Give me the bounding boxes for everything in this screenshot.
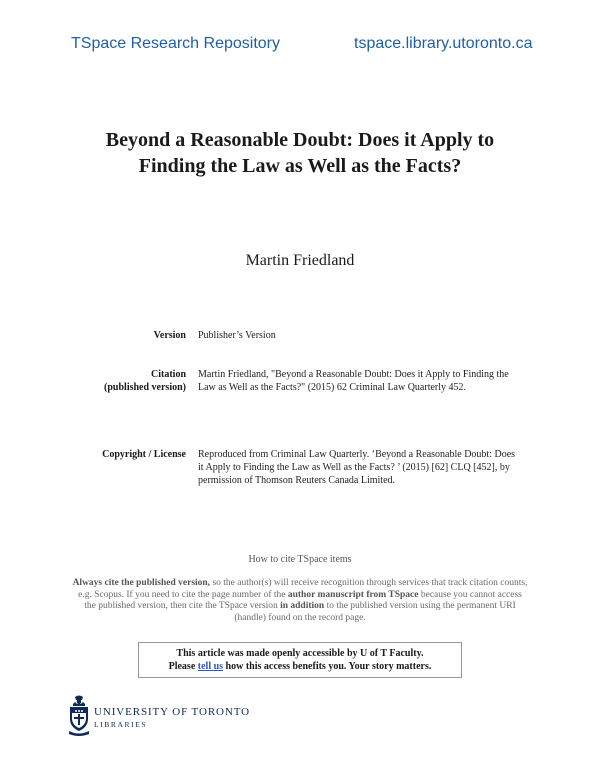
cite-bold-2: author manuscript from TSpace bbox=[287, 589, 419, 600]
title-line-1: Beyond a Reasonable Doubt: Does it Apply to bbox=[105, 129, 495, 151]
document-title bbox=[40, 127, 560, 179]
author-name: Martin Friedland bbox=[245, 252, 355, 269]
access-line-2 bbox=[139, 660, 461, 673]
header-repository-name: TSpace Research Repository bbox=[71, 35, 280, 52]
version-value: Publisher’s Version bbox=[198, 330, 276, 341]
university-crest-icon bbox=[68, 694, 90, 736]
cite-text-3: to the published version using the permanent URI (handle) found on the record page. bbox=[234, 601, 516, 623]
access-line-1: This article was made openly accessible by U of T Faculty. bbox=[176, 648, 424, 659]
cite-text-1: so the author(s) will receive recognition through services that track citation counts, e.g. Scopus. If you need to cite the page number of the bbox=[78, 578, 528, 600]
logo-libraries: LIBRARIES bbox=[94, 720, 148, 729]
header-repository-url[interactable]: tspace.library.utoronto.ca bbox=[354, 35, 533, 52]
citation-label-line-2: (published version) bbox=[104, 382, 186, 393]
copyright-value: Reproduced from Criminal Law Quarterly. ‘Beyond a Reasonable Doubt: Does it Apply to Finding the Law as Well as the Facts? ’ (2015) [62] CLQ [452], by permission of Thomson Reuters Canada Limited. bbox=[198, 449, 516, 486]
access-suffix: how this access benefits you. Your story matters. bbox=[223, 661, 432, 672]
citation-value: Martin Friedland, "Beyond a Reasonable Doubt: Does it Apply to Finding the Law as Well as the Facts?" (2015) 62 Criminal Law Quarterly 452. bbox=[198, 369, 509, 393]
citation-label bbox=[6, 368, 186, 394]
tell-us-link[interactable]: tell us bbox=[197, 661, 224, 672]
access-prefix: Please bbox=[168, 661, 198, 672]
copyright-label: Copyright / License bbox=[102, 449, 186, 460]
cite-bold-3: in addition bbox=[280, 601, 325, 612]
how-to-cite-paragraph bbox=[72, 578, 528, 624]
open-access-notice-box bbox=[138, 642, 462, 678]
cite-bold-1: Always cite the published version, bbox=[72, 578, 211, 588]
citation-label-line-1: Citation bbox=[151, 369, 186, 380]
cite-text-2: because you cannot access the published version, then cite the TSpace version bbox=[84, 589, 522, 612]
title-line-2: Finding the Law as Well as the Facts? bbox=[138, 155, 462, 177]
logo-university-name: UNIVERSITY OF TORONTO bbox=[94, 706, 251, 718]
how-to-cite-heading: How to cite TSpace items bbox=[248, 554, 352, 565]
version-label: Version bbox=[153, 330, 186, 341]
